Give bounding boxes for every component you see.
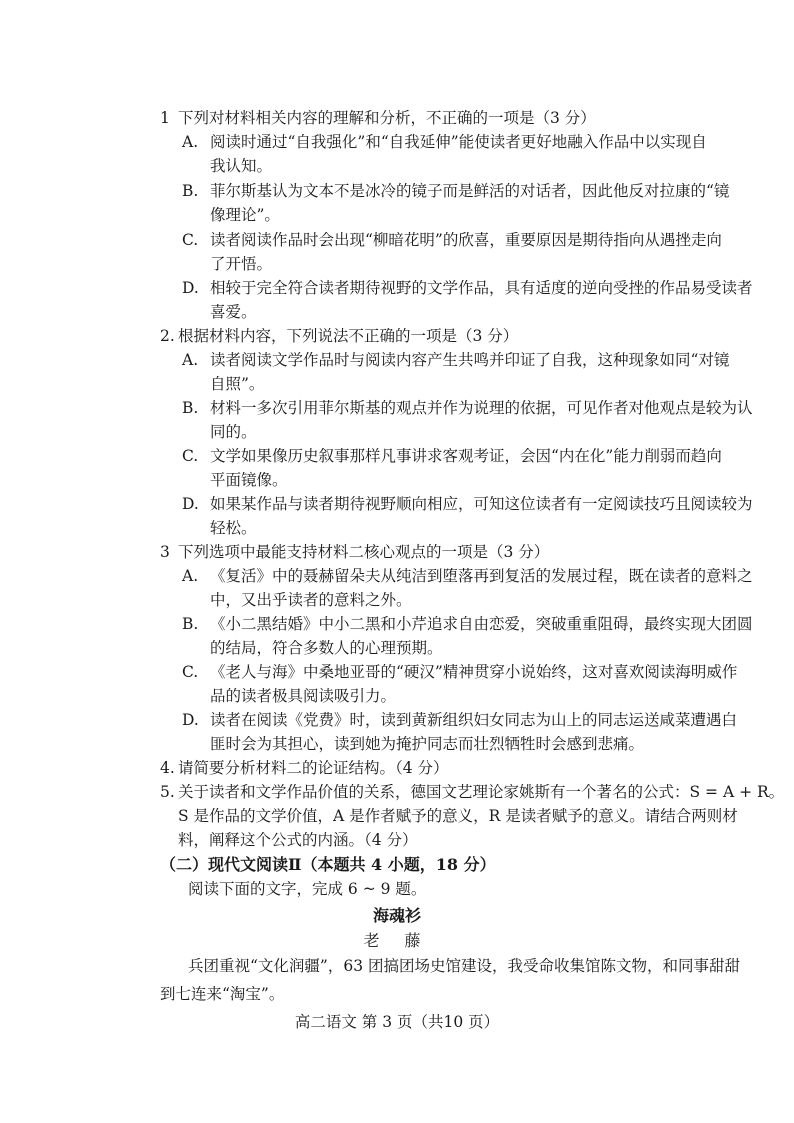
story-paragraph-line-2: 到七连来“淘宝”。 [160,985,285,1003]
question-text: 请简要分析材料二的论证结构。（4 分） [178,759,449,777]
q3-option-d-cont: 匪时会为其担心，读到她为掩护同志而壮烈牺牲时会感到悲痛。 [210,735,645,753]
question-3-stem [160,542,549,562]
q3-option-c: C. 《老人与海》中桑地亚哥的“硬汉”精神贯穿小说始终，这对喜欢阅读海明威作 [182,663,738,681]
page-footer: 高二语文 第 3 页（共10 页） [294,1013,500,1031]
question-text: 下列选项中最能支持材料二核心观点的一项是（3 分） [178,543,550,561]
q2-option-d: D. 如果某作品与读者期待视野顺向相应，可知这位读者有一定阅读技巧且阅读较为 [182,495,753,513]
section-intro: 阅读下面的文字，完成 6 ~ 9 题。 [188,880,427,898]
question-2-stem [160,326,518,346]
question-text: 根据材料内容，下列说法不正确的一项是（3 分） [178,327,519,345]
q3-option-c-cont: 品的读者极具阅读吸引力。 [210,687,397,705]
q2-option-a: A. 读者阅读文学作品时与阅读内容产生共鸣并印证了自我，这种现象如同“对镜 [182,351,730,369]
story-author: 老 藤 [363,931,431,950]
section-heading: （二）现代文阅读Ⅱ（本题共 4 小题，18 分） [160,855,496,874]
q2-option-d-cont: 轻松。 [210,519,257,537]
story-paragraph-line-1: 兵团重视“文化润疆”，63 团搞团场史馆建设，我受命收集馆陈文物，和同事甜甜 [188,957,741,975]
question-number: 2. [160,327,175,345]
q2-option-a-cont: 自照”。 [210,375,265,393]
q2-option-c: C. 文学如果像历史叙事那样凡事讲求客观考证，会因“内在化”能力削弱而趋向 [182,447,722,465]
question-number: 4. [160,759,175,777]
question-5-stem [160,782,784,802]
q1-option-d-cont: 喜爱。 [210,303,257,321]
q3-option-a: A. 《复活》中的聂赫留朵夫从纯洁到堕落再到复活的发展过程，既在读者的意料之 [182,567,753,585]
question-text: 关于读者和文学作品价值的关系，德国文艺理论家姚斯有一个著名的公式：S = A + R。 [178,783,785,801]
question-number: 3 [160,543,170,561]
q1-option-d: D. 相较于完全符合读者期待视野的文学作品，具有适度的逆向受挫的作品易受读者 [182,279,753,297]
q3-option-d: D. 读者在阅读《党费》时，读到黄新组织妇女同志为山上的同志运送咸菜遭遇白 [182,711,738,729]
q1-option-c: C. 读者阅读作品时会出现“柳暗花明”的欣喜，重要原因是期待指向从遇挫走向 [182,231,722,249]
q1-option-b: B. 菲尔斯基认为文本不是冰冷的镜子而是鲜活的对话者，因此他反对拉康的“镜 [182,182,730,200]
story-title: 海魂衫 [372,906,421,925]
question-1-stem [160,108,596,128]
q1-option-b-cont: 像理论”。 [210,206,280,224]
question-number: 5. [160,783,175,801]
q2-option-c-cont: 平面镜像。 [210,471,288,489]
q3-option-a-cont: 中，又出乎读者的意料之外。 [210,591,412,609]
question-5-cont-1: S 是作品的文学价值，A 是作者赋予的意义，R 是读者赋予的意义。请结合两则材 [178,807,738,825]
question-number: 1 [160,109,170,127]
q3-option-b-cont: 的结局，符合多数人的心理预期。 [210,639,443,657]
q1-option-a-cont: 我认知。 [210,157,273,175]
q3-option-b: B. 《小二黑结婚》中小二黑和小芹追求自由恋爱，突破重重阻碍，最终实现大团圆 [182,615,753,633]
q1-option-c-cont: 了开悟。 [210,255,273,273]
question-5-cont-2: 料，阐释这个公式的内涵。（4 分） [178,831,418,849]
q2-option-b-cont: 同的。 [210,423,257,441]
q2-option-b: B. 材料一多次引用菲尔斯基的观点并作为说理的依据，可见作者对他观点是较为认 [182,399,753,417]
question-text: 下列对材料相关内容的理解和分析，不正确的一项是（3 分） [178,109,596,127]
question-4-stem [160,758,449,778]
q1-option-a: A. 阅读时通过“自我强化”和“自我延伸”能使读者更好地融入作品中以实现自 [182,133,707,151]
